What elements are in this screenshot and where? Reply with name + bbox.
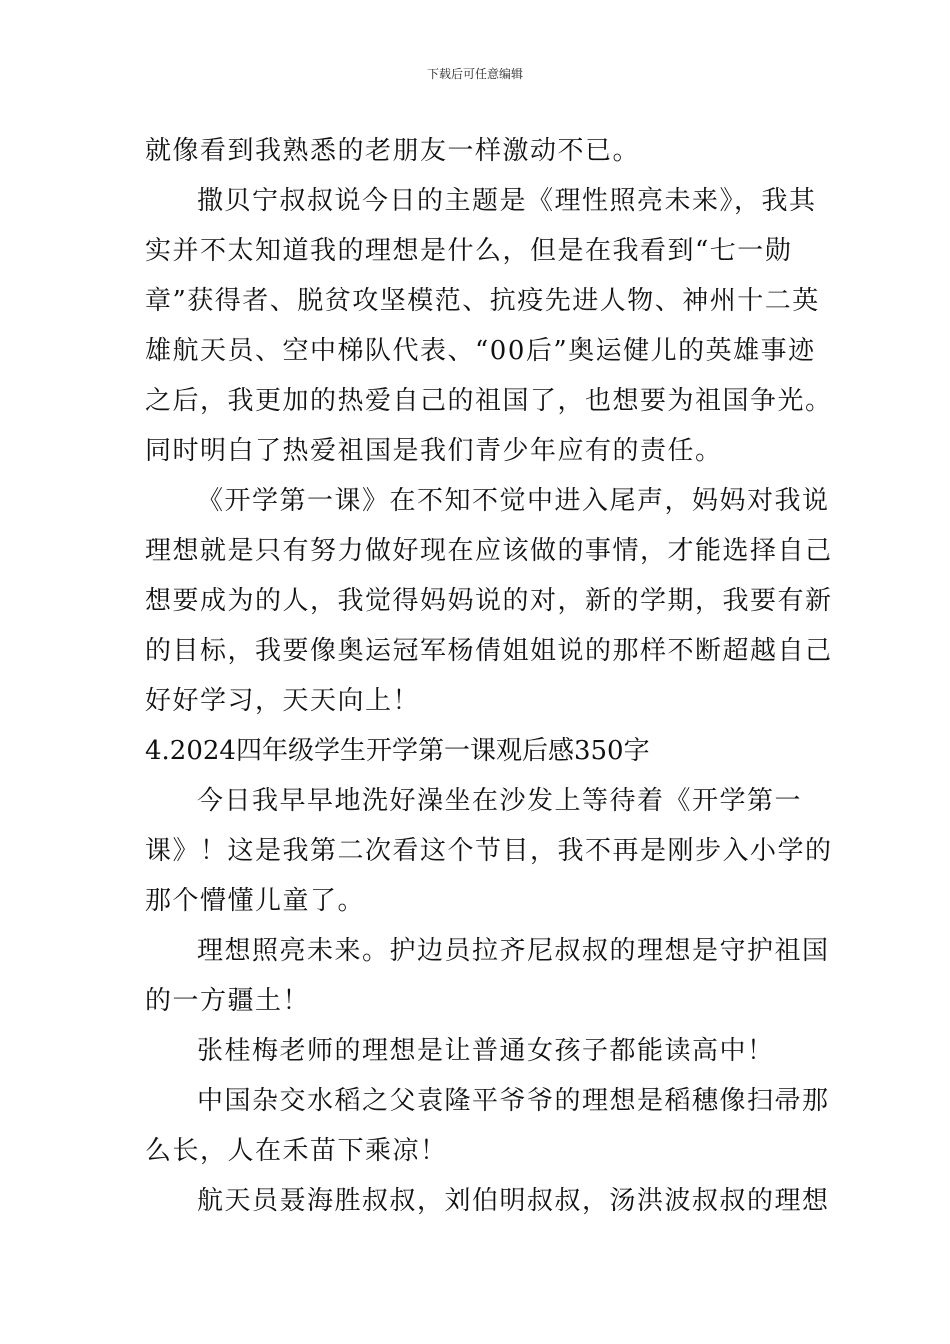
paragraph-start: 理想照亮未来。护边员拉齐尼叔叔的理想是守护祖国 (197, 936, 830, 966)
paragraph-start: 《开学第一课》在不知不觉中进入尾声，妈妈对我说 (197, 486, 830, 516)
paragraph-start: 中国杂交水稻之父袁隆平爷爷的理想是稻穗像扫帚那 (197, 1086, 830, 1116)
page-header: 下载后可任意编辑 (426, 67, 523, 81)
document-body (145, 126, 833, 1226)
text-line: 课》！这是我第二次看这个节目，我不再是刚步入小学的 (145, 836, 833, 866)
text-line: 好好学习，天天向上！ (145, 686, 421, 716)
text-line: 同时明白了热爱祖国是我们青少年应有的责任。 (145, 436, 723, 466)
text-line: 的目标，我要像奥运冠军杨倩姐姐说的那样不断超越自己 (145, 636, 833, 666)
text-line: 实并不太知道我的理想是什么，但是在我看到“七一勋 (145, 236, 793, 266)
paragraph-start: 航天员聂海胜叔叔，刘伯明叔叔，汤洪波叔叔的理想 (197, 1186, 830, 1216)
text-line: 想要成为的人，我觉得妈妈说的对，新的学期，我要有新 (145, 586, 833, 616)
text-line: 么长，人在禾苗下乘凉！ (145, 1136, 448, 1166)
paragraph-start: 今日我早早地洗好澡坐在沙发上等待着《开学第一 (197, 786, 803, 816)
text-line: 的一方疆土！ (145, 986, 311, 1016)
text-line: 理想就是只有努力做好现在应该做的事情，才能选择自己 (145, 536, 833, 566)
text-line: 就像看到我熟悉的老朋友一样激动不已。 (145, 136, 641, 166)
text-line: 章”获得者、脱贫攻坚模范、抗疫先进人物、神州十二英 (145, 286, 820, 316)
text-line: 那个懵懂儿童了。 (145, 886, 366, 916)
paragraph-start: 张桂梅老师的理想是让普通女孩子都能读高中！ (197, 1036, 775, 1066)
text-line: 雄航天员、空中梯队代表、“00后”奥运健儿的英雄事迹 (145, 336, 816, 366)
section-heading: 4.2024四年级学生开学第一课观后感350字 (145, 736, 650, 766)
text-line: 之后，我更加的热爱自己的祖国了，也想要为祖国争光。 (145, 386, 833, 416)
paragraph-start: 撒贝宁叔叔说今日的主题是《理性照亮未来》，我其 (197, 186, 817, 216)
